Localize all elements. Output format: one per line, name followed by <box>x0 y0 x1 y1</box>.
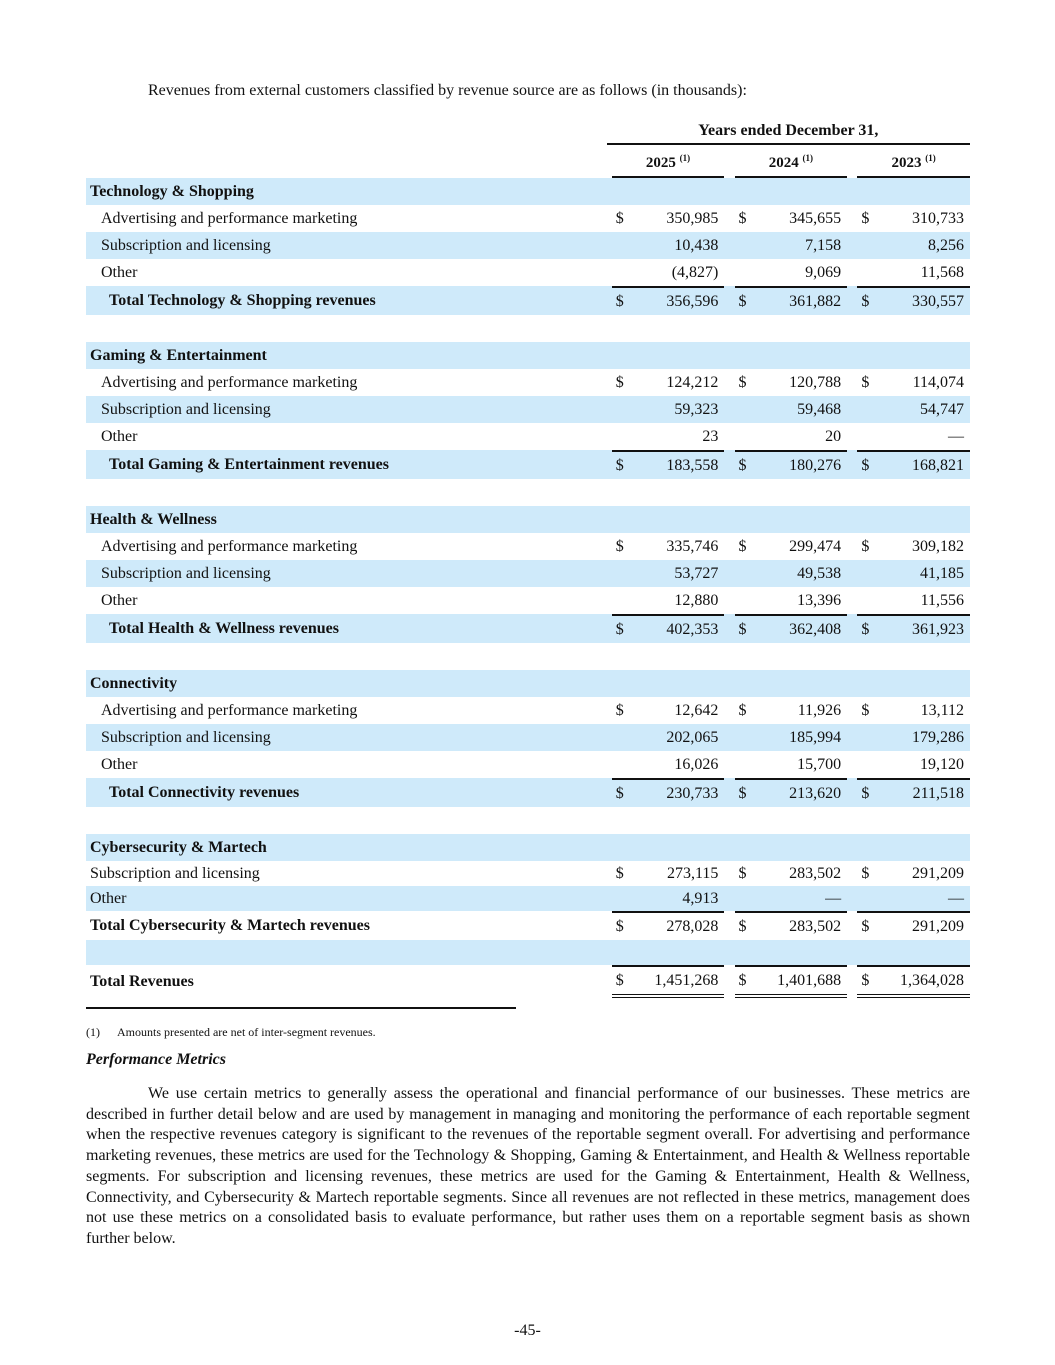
row-label: Total Revenues <box>90 973 194 990</box>
value-2024: — <box>758 886 847 911</box>
value-2025 <box>636 807 725 834</box>
row-label: Subscription and licensing <box>86 724 607 751</box>
value-2024: 59,468 <box>758 396 847 423</box>
year-header-row <box>86 145 970 178</box>
currency-symbol <box>857 232 881 259</box>
value-2024 <box>758 643 847 670</box>
value-2025: 230,733 <box>636 778 725 807</box>
value-2025 <box>636 643 725 670</box>
currency-symbol <box>612 807 636 834</box>
table-row <box>86 724 970 751</box>
currency-symbol <box>857 670 881 697</box>
row-label: Advertising and performance marketing <box>101 538 358 555</box>
currency-symbol: $ <box>738 538 747 555</box>
row-label: Other <box>101 428 138 445</box>
value-2023: 54,747 <box>881 396 970 423</box>
total-row <box>86 450 970 479</box>
intro-text: Revenues from external customers classified by revenue source are as follows (in thousands): <box>148 82 747 99</box>
currency-symbol <box>612 940 636 965</box>
currency-symbol: $ <box>615 374 624 391</box>
value-2023: — <box>948 428 964 445</box>
value-2024 <box>758 807 847 834</box>
value-2023: 19,120 <box>920 756 964 773</box>
currency-symbol <box>735 479 759 506</box>
footnote-divider <box>86 1007 516 1009</box>
value-2023: — <box>881 886 970 911</box>
table-row <box>86 369 970 396</box>
value-2023 <box>881 670 970 697</box>
total-row <box>86 965 970 998</box>
currency-symbol: $ <box>861 702 870 719</box>
value-2025: 356,596 <box>636 286 725 315</box>
table-row <box>86 205 970 232</box>
currency-symbol <box>612 670 636 697</box>
currency-symbol: $ <box>857 965 881 998</box>
value-2024: 1,401,688 <box>758 965 847 998</box>
value-2023: 361,923 <box>881 614 970 643</box>
currency-symbol <box>857 587 881 614</box>
table-row <box>86 560 970 587</box>
table-row <box>86 396 970 423</box>
page-number: -45- <box>514 1322 541 1339</box>
currency-symbol <box>735 834 759 861</box>
value-2025: 12,642 <box>674 702 719 719</box>
currency-symbol: $ <box>735 450 759 479</box>
value-2025: 16,026 <box>674 756 719 773</box>
currency-symbol <box>857 834 881 861</box>
currency-symbol <box>735 506 759 533</box>
currency-symbol: $ <box>615 538 624 555</box>
value-2025 <box>636 834 725 861</box>
spacer-row <box>86 315 970 342</box>
currency-symbol <box>612 643 636 670</box>
value-2023 <box>881 479 970 506</box>
value-2025: (4,827) <box>671 264 719 281</box>
currency-symbol <box>735 643 759 670</box>
value-2025 <box>636 506 725 533</box>
currency-symbol: $ <box>612 911 636 940</box>
value-2024: 283,502 <box>789 865 842 882</box>
currency-symbol: $ <box>738 702 747 719</box>
currency-symbol <box>612 751 636 778</box>
table-row <box>86 423 970 450</box>
currency-symbol <box>612 560 636 587</box>
value-2023: 8,256 <box>881 232 970 259</box>
currency-symbol: $ <box>861 374 870 391</box>
currency-symbol <box>612 232 636 259</box>
currency-symbol: $ <box>857 614 881 643</box>
row-label: Total Technology & Shopping revenues <box>86 286 607 315</box>
value-2024: 283,502 <box>758 911 847 940</box>
value-2023: 291,209 <box>912 865 964 882</box>
value-2024 <box>758 342 847 369</box>
table-header-row <box>86 118 970 145</box>
currency-symbol: $ <box>861 538 870 555</box>
value-2023 <box>881 834 970 861</box>
currency-symbol <box>735 259 759 286</box>
value-2025: 12,880 <box>674 592 719 609</box>
currency-symbol: $ <box>615 210 624 227</box>
currency-symbol <box>735 751 759 778</box>
currency-symbol: $ <box>857 778 881 807</box>
currency-symbol <box>735 396 759 423</box>
value-2024: 49,538 <box>758 560 847 587</box>
currency-symbol <box>612 178 636 205</box>
value-2025: 59,323 <box>636 396 725 423</box>
row-label: Total Health & Wellness revenues <box>86 614 607 643</box>
value-2024 <box>758 178 847 205</box>
currency-symbol: $ <box>735 286 759 315</box>
table-row <box>86 259 970 286</box>
value-2024: 213,620 <box>758 778 847 807</box>
currency-symbol: $ <box>612 778 636 807</box>
row-label: Subscription and licensing <box>86 232 607 259</box>
currency-symbol <box>612 506 636 533</box>
value-2023: 11,568 <box>920 264 964 281</box>
value-2023 <box>881 940 970 965</box>
value-2024: 299,474 <box>789 538 842 555</box>
currency-symbol <box>857 886 881 911</box>
row-label: Total Gaming & Entertainment revenues <box>86 450 607 479</box>
value-2023: 309,182 <box>912 538 964 555</box>
currency-symbol: $ <box>612 614 636 643</box>
row-label: Other <box>86 886 607 911</box>
currency-symbol <box>735 886 759 911</box>
value-2024: 9,069 <box>805 264 842 281</box>
currency-symbol <box>735 315 759 342</box>
currency-symbol <box>612 342 636 369</box>
value-2023: 41,185 <box>881 560 970 587</box>
value-2025: 4,913 <box>636 886 725 911</box>
row-label <box>86 807 607 834</box>
currency-symbol: $ <box>612 965 636 998</box>
table-row <box>86 232 970 259</box>
years-ended-header: Years ended December 31, <box>607 118 970 145</box>
row-label: Total Connectivity revenues <box>86 778 607 807</box>
currency-symbol <box>735 724 759 751</box>
total-row <box>86 614 970 643</box>
table-row <box>86 533 970 560</box>
value-2023: 13,112 <box>920 702 964 719</box>
row-label: Other <box>101 264 138 281</box>
row-label: Other <box>101 592 138 609</box>
currency-symbol: $ <box>738 374 747 391</box>
value-2024 <box>758 506 847 533</box>
value-2024: 20 <box>825 428 842 445</box>
value-2024 <box>758 479 847 506</box>
row-label <box>86 643 607 670</box>
currency-symbol <box>735 560 759 587</box>
spacer-row <box>86 479 970 506</box>
row-label <box>86 479 607 506</box>
value-2025: 23 <box>702 428 719 445</box>
row-label: Advertising and performance marketing <box>101 374 358 391</box>
currency-symbol: $ <box>615 702 624 719</box>
value-2024: 180,276 <box>758 450 847 479</box>
spacer-row <box>86 807 970 834</box>
table-row <box>86 751 970 778</box>
value-2025: 124,212 <box>666 374 719 391</box>
currency-symbol <box>735 423 759 450</box>
currency-symbol <box>735 342 759 369</box>
value-2023 <box>881 315 970 342</box>
row-label: Total Cybersecurity & Martech revenues <box>90 917 370 934</box>
currency-symbol <box>857 506 881 533</box>
value-2024: 345,655 <box>789 210 842 227</box>
value-2023: 330,557 <box>881 286 970 315</box>
currency-symbol <box>857 342 881 369</box>
currency-symbol: $ <box>615 865 624 882</box>
currency-symbol: $ <box>861 865 870 882</box>
row-label: Connectivity <box>86 670 607 697</box>
row-label: Subscription and licensing <box>86 560 607 587</box>
currency-symbol <box>857 259 881 286</box>
currency-symbol <box>612 587 636 614</box>
currency-symbol <box>857 643 881 670</box>
currency-symbol <box>857 807 881 834</box>
currency-symbol: $ <box>738 865 747 882</box>
currency-symbol <box>857 396 881 423</box>
currency-symbol: $ <box>857 911 881 940</box>
value-2024: 185,994 <box>758 724 847 751</box>
total-row <box>86 778 970 807</box>
section-header-row <box>86 506 970 533</box>
year-header: 2025 $^{(1)}$ <box>612 145 725 178</box>
currency-symbol <box>612 479 636 506</box>
value-2023 <box>881 643 970 670</box>
section-header-row <box>86 834 970 861</box>
value-2023 <box>881 178 970 205</box>
currency-symbol <box>735 670 759 697</box>
value-2025 <box>636 479 725 506</box>
currency-symbol <box>735 178 759 205</box>
value-2023 <box>881 342 970 369</box>
year-header: 2024 $^{(1)}$ <box>735 145 848 178</box>
value-2025 <box>636 940 725 965</box>
total-row <box>86 286 970 315</box>
currency-symbol <box>857 751 881 778</box>
currency-symbol <box>612 834 636 861</box>
value-2025: 10,438 <box>636 232 725 259</box>
value-2024 <box>758 315 847 342</box>
total-row <box>86 911 970 940</box>
value-2024: 120,788 <box>789 374 842 391</box>
value-2024: 362,408 <box>758 614 847 643</box>
row-label: Technology & Shopping <box>86 178 607 205</box>
row-label <box>86 315 607 342</box>
currency-symbol <box>735 587 759 614</box>
currency-symbol: $ <box>861 210 870 227</box>
currency-symbol <box>612 259 636 286</box>
currency-symbol: $ <box>857 450 881 479</box>
value-2025: 53,727 <box>636 560 725 587</box>
currency-symbol <box>612 886 636 911</box>
value-2025 <box>636 178 725 205</box>
value-2025: 273,115 <box>666 865 719 882</box>
currency-symbol: $ <box>612 450 636 479</box>
table-row <box>86 861 970 886</box>
currency-symbol: $ <box>738 210 747 227</box>
revenue-table <box>86 118 970 998</box>
value-2025 <box>636 342 725 369</box>
value-2024: 15,700 <box>797 756 842 773</box>
row-label: Subscription and licensing <box>86 396 607 423</box>
value-2025 <box>636 315 725 342</box>
value-2023: 291,209 <box>881 911 970 940</box>
spacer-row <box>86 940 970 965</box>
section-heading: Performance Metrics <box>86 1051 226 1068</box>
value-2024: 7,158 <box>758 232 847 259</box>
currency-symbol <box>612 315 636 342</box>
value-2025: 402,353 <box>636 614 725 643</box>
row-label: Cybersecurity & Martech <box>86 834 607 861</box>
value-2023: 1,364,028 <box>881 965 970 998</box>
currency-symbol: $ <box>735 965 759 998</box>
footnote: (1) Amounts presented are net of inter-segment revenues. <box>86 1025 376 1039</box>
currency-symbol <box>612 423 636 450</box>
value-2024: 13,396 <box>797 592 842 609</box>
value-2025: 335,746 <box>666 538 719 555</box>
row-label: Gaming & Entertainment <box>86 342 607 369</box>
value-2025: 1,451,268 <box>636 965 725 998</box>
currency-symbol <box>612 396 636 423</box>
value-2024 <box>758 940 847 965</box>
currency-symbol <box>857 315 881 342</box>
currency-symbol: $ <box>612 286 636 315</box>
value-2024 <box>758 670 847 697</box>
value-2023 <box>881 506 970 533</box>
table-row <box>86 697 970 724</box>
value-2023 <box>881 807 970 834</box>
value-2025 <box>636 670 725 697</box>
currency-symbol: $ <box>735 778 759 807</box>
currency-symbol <box>735 807 759 834</box>
spacer-row <box>86 643 970 670</box>
value-2024 <box>758 834 847 861</box>
currency-symbol: $ <box>735 911 759 940</box>
table-row <box>86 587 970 614</box>
section-header-row <box>86 342 970 369</box>
row-label: Other <box>101 756 138 773</box>
currency-symbol: $ <box>735 614 759 643</box>
value-2023: 11,556 <box>920 592 964 609</box>
currency-symbol <box>735 940 759 965</box>
value-2024: 11,926 <box>797 702 842 719</box>
section-header-row <box>86 670 970 697</box>
section-header-row <box>86 178 970 205</box>
value-2023: 179,286 <box>881 724 970 751</box>
value-2023: 168,821 <box>881 450 970 479</box>
currency-symbol <box>612 724 636 751</box>
currency-symbol <box>857 940 881 965</box>
value-2024: 361,882 <box>758 286 847 315</box>
currency-symbol <box>857 423 881 450</box>
currency-symbol <box>857 178 881 205</box>
value-2023: 114,074 <box>912 374 964 391</box>
body-paragraph: We use certain metrics to generally assess the operational and financial performance of our businesses. These metrics are described in further detail below and are used by management in managing and monitoring the performance of each reportable segment when the respective revenues category is significant to the revenues of the reportable segment overall. For advertising and performance marketing revenues, these metrics are used for the Technology & Shopping, Gaming & Entertainment, and Health & Wellness reportable segments. For subscription and licensing revenues, these metrics are used for the Gaming & Entertainment, Health & Wellness, Connectivity, and Cybersecurity & Martech reportable segments. Since all revenues are not reflected in these metrics, management does not use these metrics on a consolidated basis to evaluate performance, but rather uses them on a reportable segment basis as shown further below. <box>86 1085 970 1247</box>
table-row <box>86 886 970 911</box>
currency-symbol: $ <box>857 286 881 315</box>
year-header: 2023 $^{(1)}$ <box>857 145 970 178</box>
currency-symbol <box>735 232 759 259</box>
row-label: Advertising and performance marketing <box>101 702 358 719</box>
value-2025: 183,558 <box>636 450 725 479</box>
currency-symbol <box>857 724 881 751</box>
value-2025: 350,985 <box>666 210 719 227</box>
currency-symbol <box>857 479 881 506</box>
row-label <box>86 940 607 965</box>
row-label: Subscription and licensing <box>90 865 260 882</box>
value-2025: 202,065 <box>636 724 725 751</box>
row-label: Advertising and performance marketing <box>101 210 358 227</box>
value-2025: 278,028 <box>636 911 725 940</box>
currency-symbol <box>857 560 881 587</box>
value-2023: 211,518 <box>881 778 970 807</box>
row-label: Health & Wellness <box>86 506 607 533</box>
value-2023: 310,733 <box>912 210 964 227</box>
